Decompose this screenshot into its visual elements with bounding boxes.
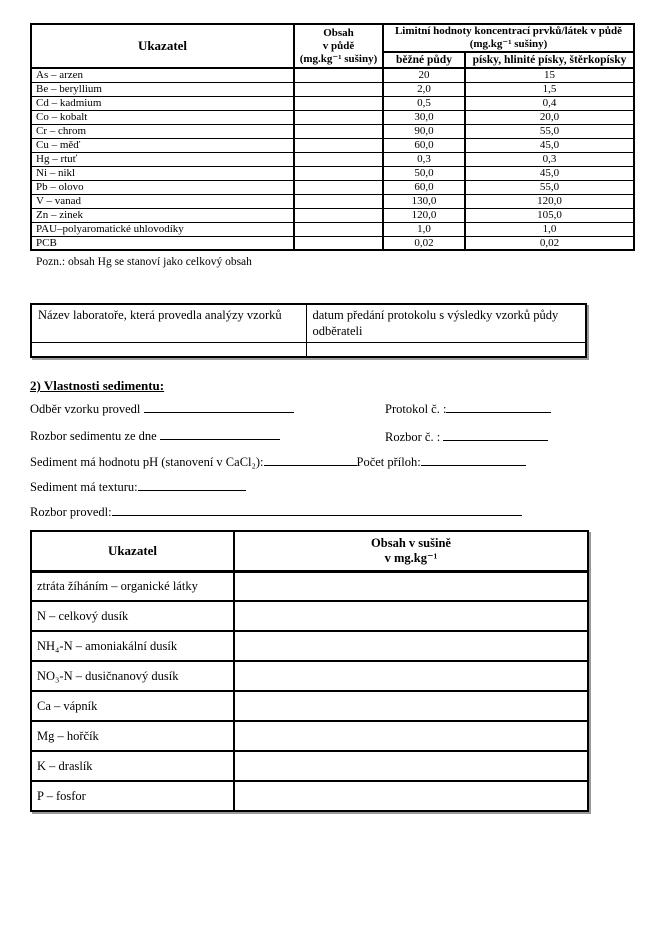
ph-label: Sediment má hodnotu pH (stanovení v CaCl₂): (30, 455, 264, 469)
table-row (31, 601, 588, 631)
indicator-cell: As – arzen (31, 68, 294, 82)
value-cell[interactable] (234, 691, 588, 721)
limit-sandy-cell: 1,0 (465, 222, 634, 236)
limit-sandy-cell: 55,0 (465, 124, 634, 138)
table-row (31, 222, 634, 236)
indicator-cell: Co – kobalt (31, 110, 294, 124)
content-cell[interactable] (294, 96, 383, 110)
sediment-header-ukazatel: Ukazatel (31, 531, 234, 571)
odber-vzorku-blank[interactable] (144, 400, 294, 413)
table-row (31, 96, 634, 110)
protocol-date-value[interactable] (306, 342, 586, 357)
limit-normal-cell: 0,5 (383, 96, 465, 110)
indicator-cell: Cr – chrom (31, 124, 294, 138)
content-cell[interactable] (294, 166, 383, 180)
table-row (31, 166, 634, 180)
table-row (31, 180, 634, 194)
form-line-rozbor-cislo (385, 428, 548, 445)
limits-subheader-bezne-pudy: běžné půdy (383, 52, 465, 68)
indicator-cell: Ni – nikl (31, 166, 294, 180)
rozbor-provedl-blank[interactable] (112, 503, 522, 516)
pocet-priloh-blank[interactable] (421, 453, 526, 466)
content-cell[interactable] (294, 124, 383, 138)
indicator-cell: V – vanad (31, 194, 294, 208)
obsah-susine-line1: Obsah v sušině (371, 535, 451, 550)
indicator-cell: Ca – vápník (31, 691, 234, 721)
form-line-rozbor-dne (30, 427, 280, 444)
limit-sandy-cell: 20,0 (465, 110, 634, 124)
table-row (31, 631, 588, 661)
note-text: Pozn.: obsah Hg se stanoví jako celkový obsah (36, 256, 252, 268)
table-row (31, 751, 588, 781)
indicator-cell: Pb – olovo (31, 180, 294, 194)
section-heading: 2) Vlastnosti sedimentu: (30, 378, 165, 393)
pocet-priloh-label: Počet příloh: (356, 455, 421, 469)
textura-blank[interactable] (138, 478, 246, 491)
content-cell[interactable] (294, 68, 383, 82)
form-line-protokol (385, 400, 551, 417)
content-cell[interactable] (294, 222, 383, 236)
ph-blank[interactable] (264, 453, 357, 466)
indicator-cell: PAU–polyaromatické uhlovodíky (31, 222, 294, 236)
table-row (31, 124, 634, 138)
indicator-cell: Mg – hořčík (31, 721, 234, 751)
table-row (31, 661, 588, 691)
limits-header-obsah (294, 24, 383, 68)
content-cell[interactable] (294, 152, 383, 166)
value-cell[interactable] (234, 781, 588, 811)
rozbor-provedl-label: Rozbor provedl: (30, 505, 112, 519)
indicator-cell: Be – beryllium (31, 82, 294, 96)
limit-normal-cell: 50,0 (383, 166, 465, 180)
rozbor-cislo-label: Rozbor č. : (385, 430, 444, 444)
obsah-line3: (mg.kg⁻¹ sušiny) (299, 52, 378, 65)
limit-sandy-cell: 1,5 (465, 82, 634, 96)
limits-header-limitni-hodnoty (383, 24, 634, 52)
value-cell[interactable] (234, 571, 588, 601)
table-row (31, 571, 588, 601)
limit-sandy-cell: 45,0 (465, 166, 634, 180)
sediment-header-row (31, 531, 588, 571)
table-row (31, 110, 634, 124)
limit-normal-cell: 0,02 (383, 236, 465, 250)
table-row (31, 194, 634, 208)
form-line-ph (30, 453, 526, 470)
indicator-cell: ztráta žíháním – organické látky (31, 571, 234, 601)
limit-normal-cell: 0,3 (383, 152, 465, 166)
limit-normal-cell: 30,0 (383, 110, 465, 124)
table-row (31, 781, 588, 811)
lab-name-header: Název laboratoře, která provedla analýzy vzorků (31, 304, 306, 342)
limit-sandy-cell: 0,3 (465, 152, 634, 166)
indicator-cell: K – draslík (31, 751, 234, 781)
limits-subheader-pisky: písky, hlinité písky, štěrkopísky (465, 52, 634, 68)
limit-normal-cell: 60,0 (383, 180, 465, 194)
indicator-cell: NO₃-N – dusičnanový dusík (31, 661, 234, 691)
form-line-rozbor-provedl (30, 503, 522, 520)
sediment-table (30, 530, 589, 812)
odber-vzorku-label: Odběr vzorku provedl (30, 402, 144, 416)
content-cell[interactable] (294, 208, 383, 222)
limit-sandy-cell: 45,0 (465, 138, 634, 152)
content-cell[interactable] (294, 138, 383, 152)
indicator-cell: Cu – měď (31, 138, 294, 152)
value-cell[interactable] (234, 751, 588, 781)
limit-normal-cell: 60,0 (383, 138, 465, 152)
lab-name-value[interactable] (31, 342, 306, 357)
form-line-odber (30, 400, 294, 417)
textura-label: Sediment má texturu: (30, 480, 138, 494)
limits-line1: Limitní hodnoty koncentrací prvků/látek v půdě (394, 25, 623, 37)
indicator-cell: N – celkový dusík (31, 601, 234, 631)
lab-table (30, 303, 587, 358)
limit-sandy-cell: 55,0 (465, 180, 634, 194)
limit-normal-cell: 20 (383, 68, 465, 82)
rozbor-sedimentu-label: Rozbor sedimentu ze dne (30, 429, 160, 443)
rozbor-cislo-blank[interactable] (443, 428, 548, 441)
lab-table-value-row (31, 342, 586, 357)
rozbor-sedimentu-blank[interactable] (160, 427, 280, 440)
indicator-cell: Zn – zinek (31, 208, 294, 222)
value-cell[interactable] (234, 631, 588, 661)
limit-sandy-cell: 120,0 (465, 194, 634, 208)
indicator-cell: NH₄-N – amoniakální dusík (31, 631, 234, 661)
limit-normal-cell: 1,0 (383, 222, 465, 236)
indicator-cell: Hg – rtuť (31, 152, 294, 166)
lab-table-header-row (31, 304, 586, 342)
indicator-cell: PCB (31, 236, 294, 250)
limit-sandy-cell: 15 (465, 68, 634, 82)
indicator-cell: Cd – kadmium (31, 96, 294, 110)
limit-normal-cell: 130,0 (383, 194, 465, 208)
table-row (31, 152, 634, 166)
limits-header-row (31, 24, 634, 52)
table-row (31, 138, 634, 152)
limits-header-ukazatel: Ukazatel (31, 24, 294, 68)
obsah-susine-line2: v mg.kg⁻¹ (384, 550, 438, 565)
table-row (31, 236, 634, 250)
limit-normal-cell: 2,0 (383, 82, 465, 96)
protokol-cislo-label: Protokol č. : (385, 402, 447, 416)
limit-sandy-cell: 105,0 (465, 208, 634, 222)
table-row (31, 68, 634, 82)
sediment-header-obsah (234, 531, 588, 571)
content-cell[interactable] (294, 180, 383, 194)
limit-sandy-cell: 0,02 (465, 236, 634, 250)
value-cell[interactable] (234, 661, 588, 691)
indicator-cell: P – fosfor (31, 781, 234, 811)
content-cell[interactable] (294, 194, 383, 208)
table-row (31, 82, 634, 96)
content-cell[interactable] (294, 82, 383, 96)
protocol-date-header: datum předání protokolu s výsledky vzorků půdy odběrateli (306, 304, 586, 342)
protokol-cislo-blank[interactable] (446, 400, 551, 413)
content-cell[interactable] (294, 236, 383, 250)
table-row (31, 208, 634, 222)
content-cell[interactable] (294, 110, 383, 124)
table-row (31, 721, 588, 751)
value-cell[interactable] (234, 721, 588, 751)
limit-sandy-cell: 0,4 (465, 96, 634, 110)
limit-normal-cell: 120,0 (383, 208, 465, 222)
limit-normal-cell: 90,0 (383, 124, 465, 138)
form-line-textura (30, 478, 246, 495)
table-row (31, 691, 588, 721)
value-cell[interactable] (234, 601, 588, 631)
limits-table (30, 23, 635, 251)
limits-line2: (mg.kg⁻¹ sušiny) (469, 38, 548, 50)
obsah-line2: v půdě (322, 39, 355, 52)
obsah-line1: Obsah (323, 26, 354, 39)
